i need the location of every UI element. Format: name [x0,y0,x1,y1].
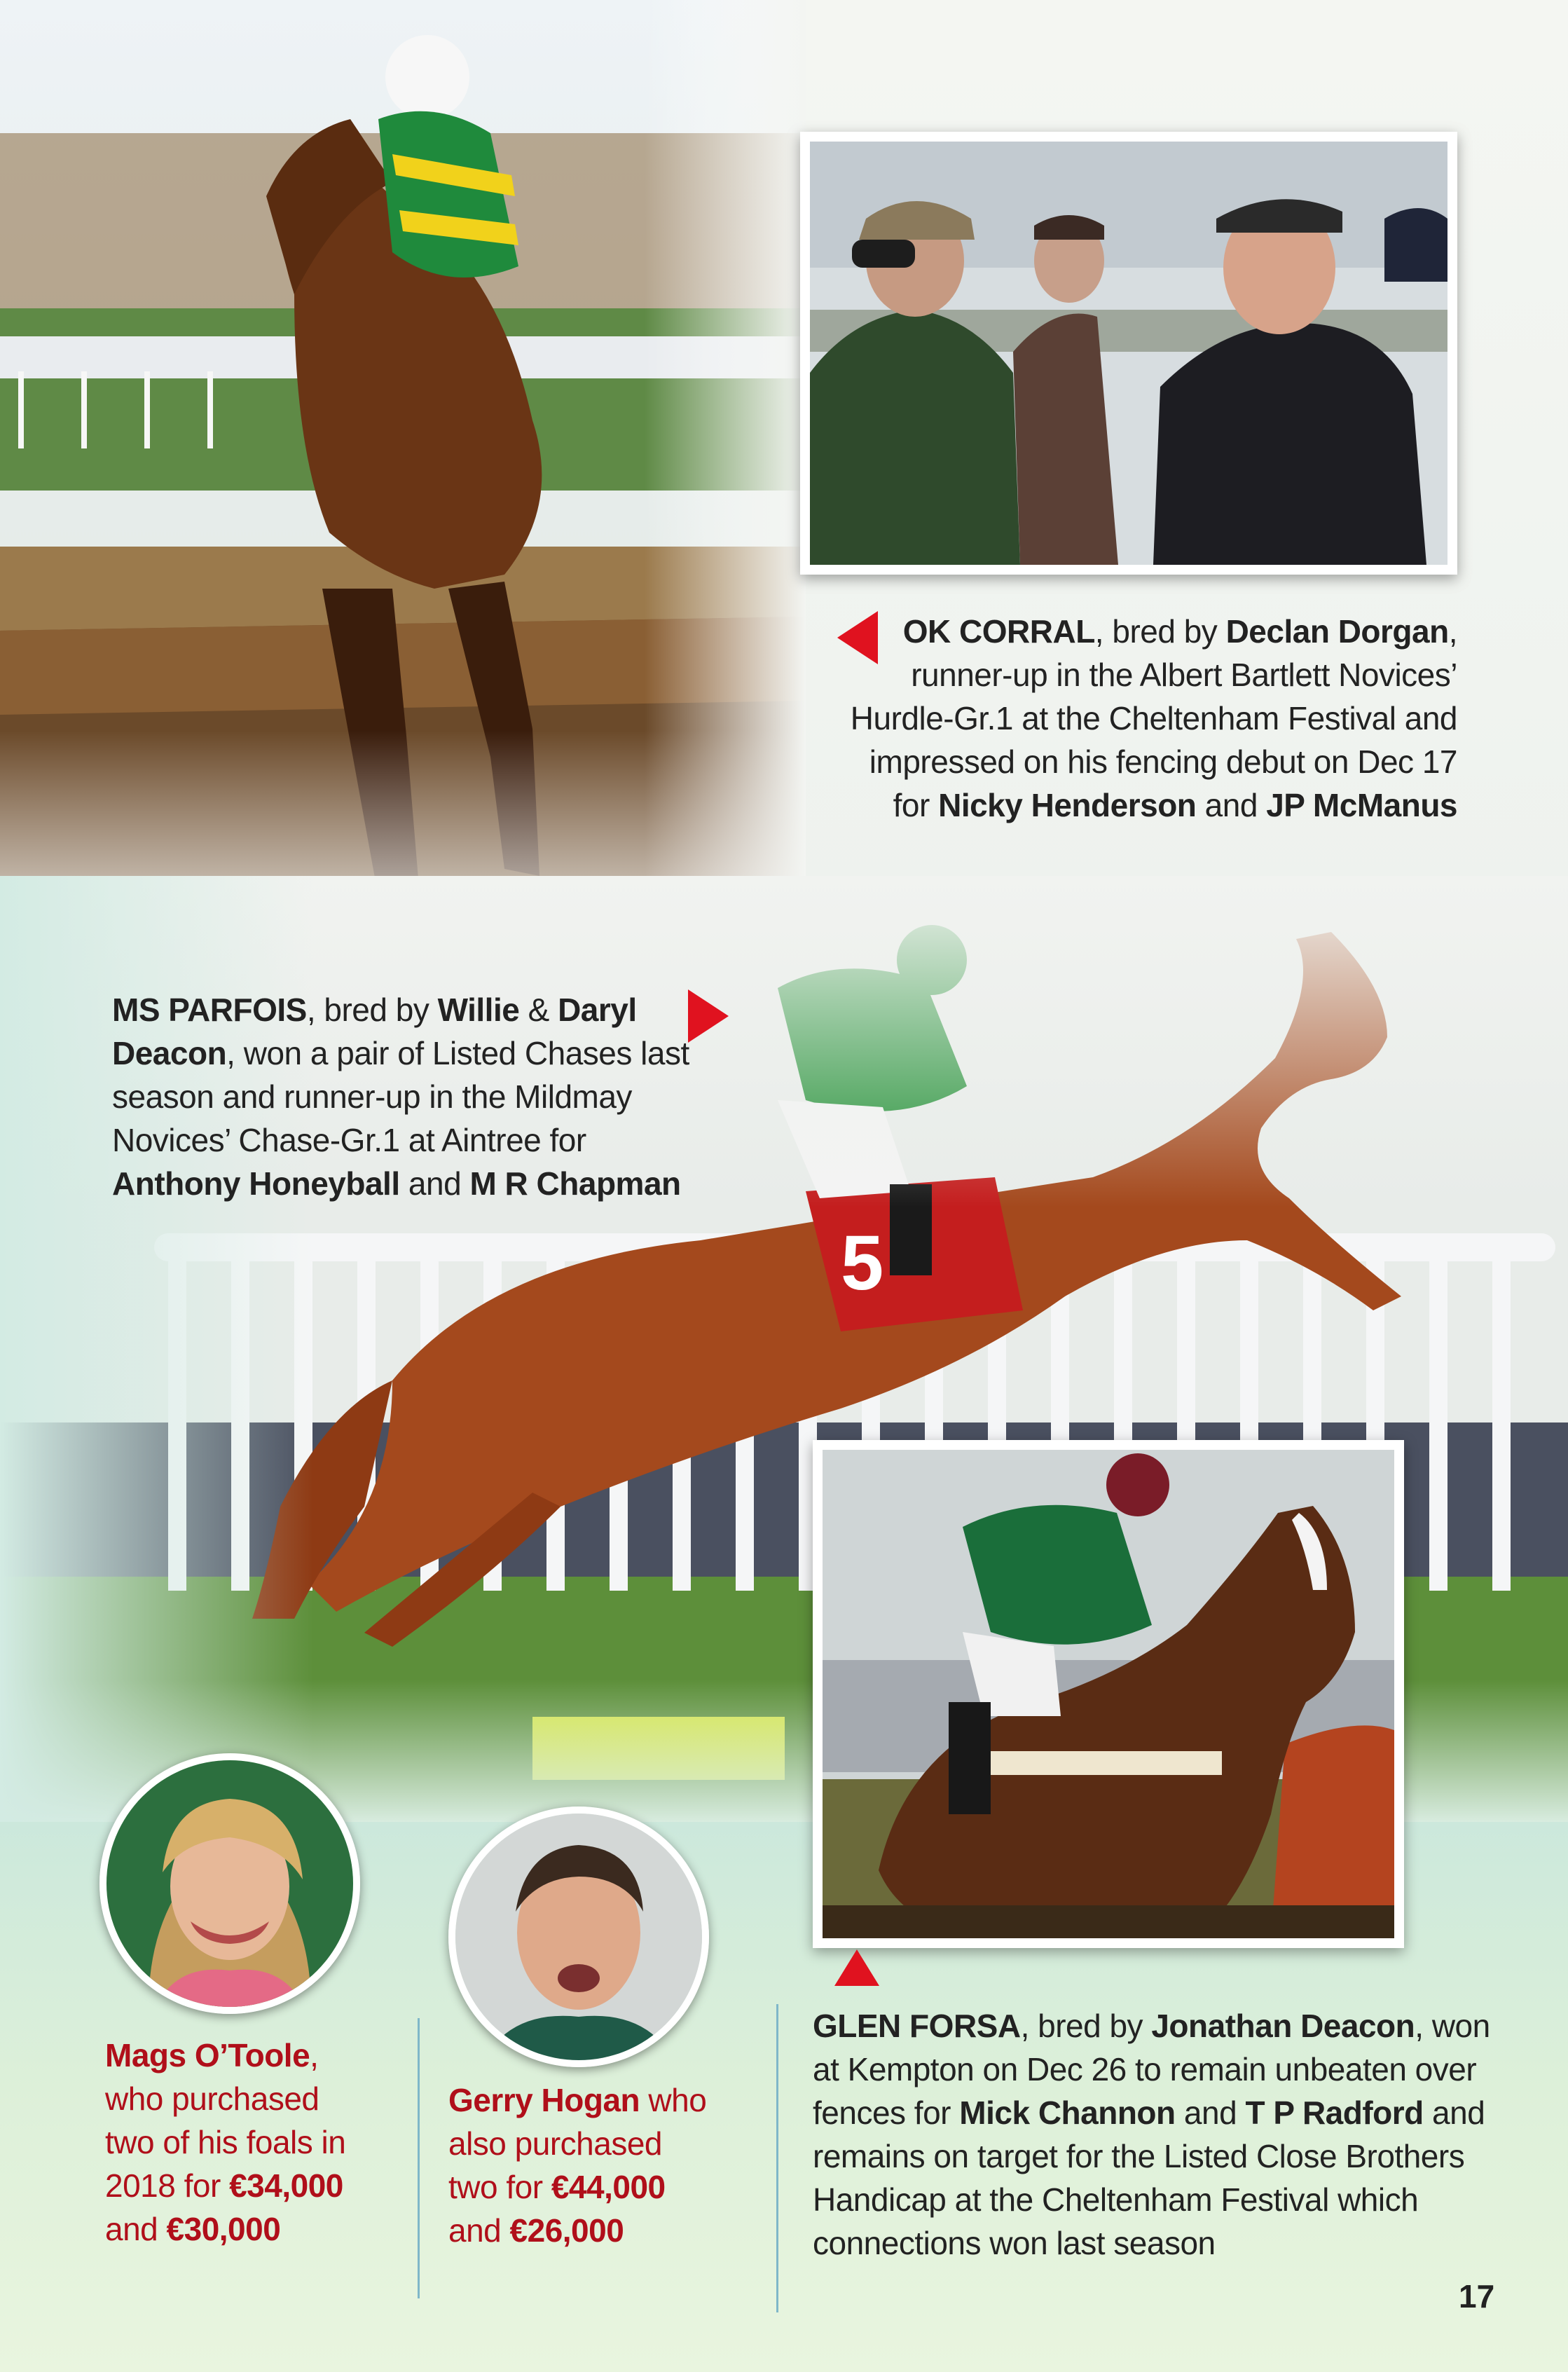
trainer-name: Anthony Honeyball [112,1165,400,1202]
divider-line [418,2018,420,2298]
caption-gerry-hogan: Gerry Hogan who also purchased two for €44,000 and €26,000 [448,2082,707,2249]
breeder-name: Deacon [112,1035,227,1071]
photo-glen-forsa [813,1440,1404,1948]
horse-name: GLEN FORSA [813,2008,1021,2044]
price: €26,000 [509,2212,624,2249]
photo-connections [800,132,1457,575]
trainer-name: Mick Channon [959,2095,1176,2131]
portrait-mags-otoole [99,1753,360,2014]
divider-line [776,2004,778,2312]
pointer-up-triangle [834,1949,879,1986]
portrait-gerry-hogan [448,1807,709,2067]
owner-name: T P Radford [1245,2095,1424,2131]
horse-name: OK CORRAL [902,613,1095,650]
caption-glen-forsa: GLEN FORSA, bred by Jonathan Deacon, won at Kempton on Dec 26 to remain unbeaten over fences for Mick Channon and T P Radford and remains on target for the Listed Close Brothers Handicap at the Cheltenham Festival which connections won last season [813,2008,1490,2261]
horse-name: MS PARFOIS [112,992,307,1028]
caption-ms-parfois: MS PARFOIS, bred by Willie & Daryl Deacon, won a pair of Listed Chases last season and runner-up in the Mildmay Novices’ Chase-Gr.1 at Aintree for Anthony Honeyball and M R Chapman [112,992,689,1202]
price: €44,000 [551,2169,666,2205]
price: €30,000 [166,2211,281,2247]
breeder-name: Declan Dorgan [1225,613,1449,650]
buyer-name: Mags O’Toole [105,2037,310,2073]
page-number: 17 [1459,2278,1495,2315]
breeder-name: Jonathan Deacon [1151,2008,1415,2044]
breeder-name: Daryl [558,992,637,1028]
buyer-name: Gerry Hogan [448,2082,640,2118]
price: €34,000 [229,2167,343,2204]
owner-name: JP McManus [1266,787,1457,823]
caption-mags-otoole: Mags O’Toole, who purchased two of his foals in 2018 for €34,000 and €30,000 [105,2037,346,2247]
photo-ok-corral-jump [0,0,806,974]
trainer-name: Nicky Henderson [938,787,1197,823]
breeder-name: Willie [437,992,520,1028]
caption-ok-corral: OK CORRAL, bred by Declan Dorgan, runner-up in the Albert Bartlett Novices’ Hurdle-Gr.1 at the Cheltenham Festival and impressed on his fencing debut on Dec 17 for Nicky Henderson and JP McManus [850,613,1457,823]
owner-name: M R Chapman [469,1165,681,1202]
